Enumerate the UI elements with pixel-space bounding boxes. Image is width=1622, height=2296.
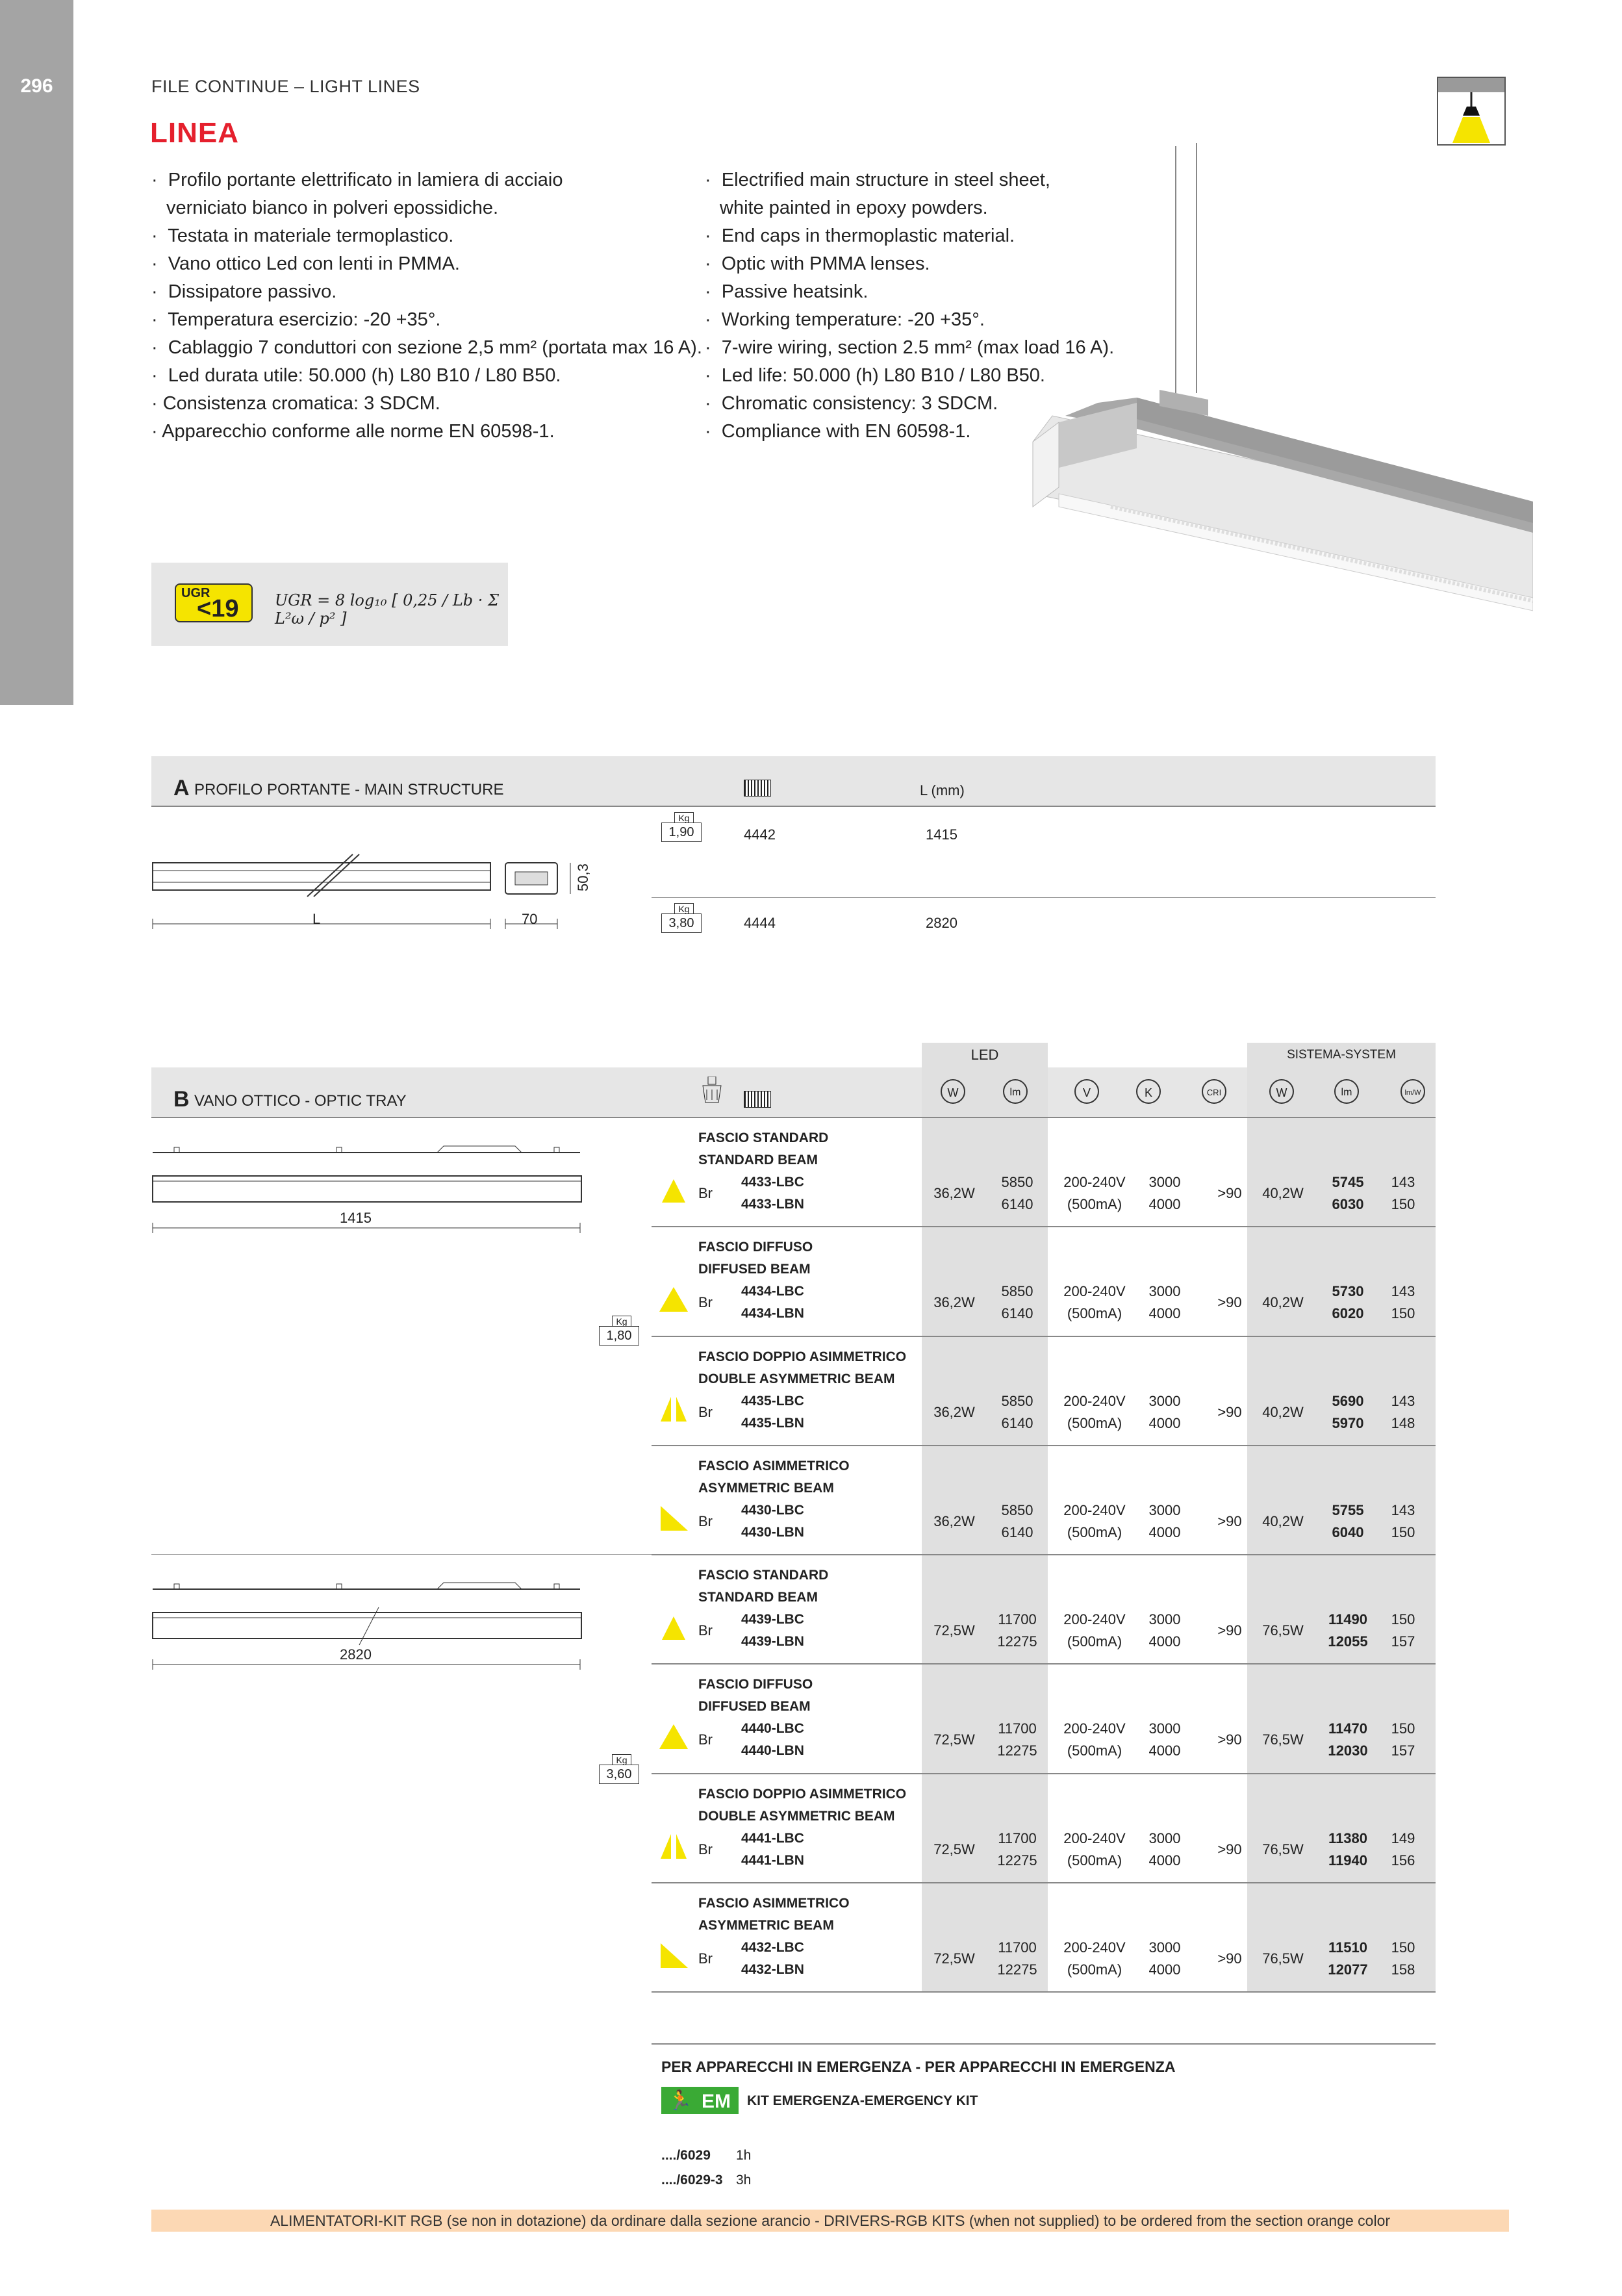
bullets-italian (151, 166, 702, 446)
kelvin-2: 4000 (1148, 1633, 1181, 1650)
emergency-code-2: ..../6029-3 (661, 2173, 723, 2188)
running-man-icon: 🏃 (668, 2090, 692, 2111)
product-code-lbn: 4434-LBN (741, 1306, 804, 1321)
system-lumen-2: 6020 (1332, 1305, 1364, 1322)
br-label: Br (698, 1294, 713, 1311)
product-code-lbc: 4439-LBC (741, 1612, 804, 1627)
volt-icon: V (1074, 1079, 1099, 1104)
current: (500mA) (1067, 1414, 1122, 1431)
efficacy-1: 143 (1391, 1501, 1415, 1518)
tray-length-2820: 2820 (340, 1646, 372, 1663)
ugr-badge: UGR <19 (175, 583, 253, 622)
kelvin-1: 3000 (1148, 1174, 1181, 1190)
efficacy-1: 149 (1391, 1830, 1415, 1846)
voltage: 200-240V (1063, 1830, 1126, 1846)
product-code-lbc: 4440-LBC (741, 1721, 804, 1737)
bullet-en-1b: white painted in epoxy powders. (720, 198, 988, 218)
bullet-en-9: · Compliance with EN 60598-1. (705, 421, 971, 442)
length-1415: 1415 (926, 826, 957, 843)
beam-title-it: FASCIO STANDARD (698, 1130, 829, 1145)
bullet-en-1: · Electrified main structure in steel sheet, (705, 170, 1050, 190)
beam-title-it: FASCIO ASIMMETRICO (698, 1458, 850, 1473)
system-watt: 40,2W (1262, 1403, 1304, 1420)
product-code-lbn: 4435-LBN (741, 1415, 804, 1431)
cri-icon: CRI (1202, 1079, 1226, 1104)
led-watt: 72,5W (933, 1731, 975, 1748)
beam-icon-asym (659, 1942, 689, 1969)
voltage: 200-240V (1063, 1501, 1126, 1518)
beam-title-en: DOUBLE ASYMMETRIC BEAM (698, 1808, 895, 1824)
current: (500mA) (1067, 1196, 1122, 1212)
bullet-it-4: · Dissipatore passivo. (151, 281, 337, 302)
system-lumen-2: 11940 (1328, 1852, 1367, 1869)
structure-drawing (151, 851, 619, 942)
efficacy-2: 150 (1391, 1524, 1415, 1540)
section-a-label: PROFILO PORTANTE - MAIN STRUCTURE (194, 781, 504, 798)
beam-title-it: FASCIO DIFFUSO (698, 1677, 813, 1692)
led-watt: 72,5W (933, 1622, 975, 1639)
led-lumen-2: 12275 (997, 1961, 1037, 1978)
current: (500mA) (1067, 1742, 1122, 1759)
led-lumen-1: 11700 (998, 1939, 1037, 1956)
bullet-en-6: · 7-wire wiring, section 2.5 mm² (max load 16 A). (705, 337, 1115, 358)
system-lumen-2: 12055 (1328, 1633, 1368, 1650)
product-row (652, 1446, 1436, 1555)
bullet-it-9: · Apparecchio conforme alle norme EN 60598-1. (151, 421, 555, 442)
current: (500mA) (1067, 1633, 1122, 1650)
efficacy-2: 150 (1391, 1196, 1415, 1212)
section-b-label: VANO OTTICO - OPTIC TRAY (194, 1092, 407, 1110)
emergency-badge: 🏃 EM (661, 2087, 739, 2114)
bullet-it-7: · Led durata utile: 50.000 (h) L80 B10 / L80 B50. (151, 365, 561, 386)
voltage: 200-240V (1063, 1283, 1126, 1300)
kelvin-2: 4000 (1148, 1961, 1181, 1978)
bullet-it-3: · Vano ottico Led con lenti in PMMA. (151, 253, 460, 274)
beam-title-en: ASYMMETRIC BEAM (698, 1917, 834, 1933)
product-code-lbn: 4441-LBN (741, 1852, 804, 1868)
system-lumen-1: 11490 (1328, 1611, 1367, 1627)
led-lumen-2: 12275 (997, 1852, 1037, 1869)
system-header: SISTEMA-SYSTEM (1247, 1043, 1436, 1067)
cri-value: >90 (1217, 1841, 1242, 1857)
ugr-formula: UGR = 8 log₁₀ [ 0,25 / Lb · Σ L²ω / p² ] (275, 591, 500, 628)
dim-height: 50,3 (575, 863, 591, 891)
page-sidebar (0, 0, 73, 705)
lamp-bulb-icon (700, 1077, 724, 1106)
product-code-lbc: 4435-LBC (741, 1393, 804, 1409)
beam-title-it: FASCIO DIFFUSO (698, 1240, 813, 1255)
efficacy-1: 150 (1391, 1611, 1415, 1627)
product-code-lbc: 4441-LBC (741, 1830, 804, 1846)
led-watt: 36,2W (933, 1512, 975, 1529)
product-code-lbn: 4432-LBN (741, 1961, 804, 1977)
weight-badge: Kg 3,60 (599, 1754, 639, 1791)
barcode-icon (744, 1091, 771, 1108)
cri-value: >90 (1217, 1512, 1242, 1529)
led-watt: 36,2W (933, 1403, 975, 1420)
emergency-duration-1: 1h (736, 2148, 752, 2163)
divider (652, 1991, 1436, 1993)
product-code-lbn: 4440-LBN (741, 1743, 804, 1759)
efficacy-2: 150 (1391, 1305, 1415, 1322)
led-header: LED (922, 1043, 1048, 1067)
bullet-en-7: · Led life: 50.000 (h) L80 B10 / L80 B50. (705, 365, 1045, 386)
weight-badge: Kg 1,80 (599, 1316, 639, 1352)
bullet-it-5: · Temperatura esercizio: -20 +35°. (151, 309, 441, 330)
cri-value: >90 (1217, 1622, 1242, 1639)
kelvin-1: 3000 (1148, 1392, 1181, 1409)
bullet-it-1: · Profilo portante elettrificato in lamiera di acciaio (151, 170, 563, 190)
led-lumen-1: 5850 (1001, 1392, 1033, 1409)
tray-length-1415: 1415 (340, 1210, 372, 1226)
system-lumen-1: 5730 (1332, 1283, 1364, 1300)
dim-length: L (312, 911, 321, 927)
product-row (652, 1118, 1436, 1227)
system-watt: 76,5W (1262, 1841, 1304, 1857)
efficacy-1: 143 (1391, 1392, 1415, 1409)
system-lumen-1: 11380 (1328, 1830, 1367, 1846)
efficacy-2: 156 (1391, 1852, 1415, 1869)
system-watt: 40,2W (1262, 1185, 1304, 1201)
cri-value: >90 (1217, 1185, 1242, 1201)
emergency-title: PER APPARECCHI IN EMERGENZA - PER APPARECCHI IN EMERGENZA (661, 2058, 1176, 2075)
emergency-code-1: ..../6029 (661, 2148, 711, 2163)
system-watt: 40,2W (1262, 1294, 1304, 1311)
divider (151, 1554, 652, 1555)
product-code-lbn: 4430-LBN (741, 1524, 804, 1540)
bullet-en-8: · Chromatic consistency: 3 SDCM. (705, 393, 998, 414)
bullet-en-2: · End caps in thermoplastic material. (705, 225, 1015, 246)
system-lumen-1: 11470 (1328, 1720, 1367, 1737)
ugr-box (151, 563, 508, 646)
kelvin-2: 4000 (1148, 1852, 1181, 1869)
led-lumen-1: 5850 (1001, 1174, 1033, 1190)
product-code-lbn: 4433-LBN (741, 1197, 804, 1212)
system-lumen-2: 6040 (1332, 1524, 1364, 1540)
length-2820: 2820 (926, 915, 957, 931)
br-label: Br (698, 1185, 713, 1201)
led-watt: 72,5W (933, 1950, 975, 1967)
cri-value: >90 (1217, 1403, 1242, 1420)
beam-title-en: DOUBLE ASYMMETRIC BEAM (698, 1371, 895, 1386)
section-a-letter: A (173, 776, 190, 800)
product-row (652, 1337, 1436, 1446)
led-watt: 36,2W (933, 1185, 975, 1201)
efficacy-1: 143 (1391, 1283, 1415, 1300)
divider (151, 806, 1436, 807)
system-lumen-1: 5745 (1332, 1174, 1364, 1190)
footer-note: ALIMENTATORI-KIT RGB (se non in dotazione) da ordinare dalla sezione arancio - DRIVERS-RGB KITS (when not supplied) to be ordered from the section orange color (151, 2210, 1509, 2232)
kelvin-1: 3000 (1148, 1720, 1181, 1737)
beam-icon-standard (659, 1177, 689, 1204)
efficacy-1: 150 (1391, 1720, 1415, 1737)
beam-title-en: STANDARD BEAM (698, 1590, 818, 1605)
current: (500mA) (1067, 1305, 1122, 1322)
kelvin-icon: K (1136, 1079, 1161, 1104)
br-label: Br (698, 1950, 713, 1967)
system-watt: 76,5W (1262, 1622, 1304, 1639)
led-watt: 72,5W (933, 1841, 975, 1857)
efficacy-2: 157 (1391, 1633, 1415, 1650)
system-watt-icon: W (1269, 1079, 1294, 1104)
weight-badge: Kg 1,90 (661, 812, 702, 848)
beam-title-en: DIFFUSED BEAM (698, 1699, 811, 1715)
system-watt: 40,2W (1262, 1512, 1304, 1529)
beam-title-it: FASCIO ASIMMETRICO (698, 1895, 850, 1911)
efficacy-1: 150 (1391, 1939, 1415, 1956)
section-b-letter: B (173, 1087, 190, 1112)
pendant-lamp-icon (1437, 77, 1506, 146)
beam-title-en: STANDARD BEAM (698, 1153, 818, 1167)
led-lumen-1: 5850 (1001, 1501, 1033, 1518)
product-illustration (1013, 143, 1533, 624)
product-code-lbc: 4433-LBC (741, 1175, 804, 1190)
system-lumen-1: 5690 (1332, 1392, 1364, 1409)
divider (652, 897, 1436, 898)
bullet-it-2: · Testata in materiale termoplastico. (151, 225, 454, 246)
efficacy-2: 148 (1391, 1414, 1415, 1431)
emergency-duration-2: 3h (736, 2173, 752, 2188)
page-number: 296 (20, 75, 53, 97)
br-label: Br (698, 1731, 713, 1748)
voltage: 200-240V (1063, 1939, 1126, 1956)
led-lumen-1: 11700 (998, 1720, 1037, 1737)
lumen-icon: lm (1003, 1079, 1028, 1104)
beam-icon-asym (659, 1505, 689, 1532)
voltage: 200-240V (1063, 1611, 1126, 1627)
kelvin-2: 4000 (1148, 1524, 1181, 1540)
product-row (652, 1665, 1436, 1774)
led-lumen-1: 5850 (1001, 1283, 1033, 1300)
kelvin-2: 4000 (1148, 1414, 1181, 1431)
dim-width: 70 (522, 911, 538, 927)
current: (500mA) (1067, 1852, 1122, 1869)
product-code-lbn: 4439-LBN (741, 1634, 804, 1649)
bullet-en-4: · Passive heatsink. (705, 281, 868, 302)
bullet-en-3: · Optic with PMMA lenses. (705, 253, 930, 274)
efficacy-2: 157 (1391, 1742, 1415, 1759)
cri-value: >90 (1217, 1950, 1242, 1967)
emergency-kit-label: KIT EMERGENZA-EMERGENCY KIT (747, 2093, 978, 2108)
beam-icon-double (659, 1833, 689, 1860)
led-lumen-1: 11700 (998, 1611, 1037, 1627)
product-row (652, 1227, 1436, 1336)
system-lumen-2: 5970 (1332, 1414, 1364, 1431)
product-row (652, 1555, 1436, 1665)
system-watt: 76,5W (1262, 1950, 1304, 1967)
beam-title-it: FASCIO DOPPIO ASIMMETRICO (698, 1349, 907, 1364)
kelvin-1: 3000 (1148, 1501, 1181, 1518)
system-lumen-1: 5755 (1332, 1501, 1364, 1518)
cri-value: >90 (1217, 1294, 1242, 1311)
page-title: LINEA (150, 117, 239, 149)
system-lumen-1: 11510 (1328, 1939, 1367, 1956)
led-lumen-2: 12275 (997, 1742, 1037, 1759)
system-lumen-2: 12030 (1328, 1742, 1368, 1759)
beam-icon-standard (659, 1614, 689, 1641)
led-lumen-2: 6140 (1001, 1524, 1033, 1540)
led-lumen-2: 6140 (1001, 1414, 1033, 1431)
system-lumen-2: 12077 (1328, 1961, 1368, 1978)
product-code-lbc: 4434-LBC (741, 1284, 804, 1299)
kelvin-1: 3000 (1148, 1283, 1181, 1300)
current: (500mA) (1067, 1961, 1122, 1978)
beam-icon-double (659, 1396, 689, 1423)
beam-icon-diffused (659, 1723, 689, 1750)
br-label: Br (698, 1841, 713, 1857)
beam-icon-diffused (659, 1286, 689, 1313)
beam-title-en: DIFFUSED BEAM (698, 1262, 811, 1277)
br-label: Br (698, 1622, 713, 1639)
system-lumen-icon: lm (1334, 1079, 1359, 1104)
efficacy-1: 143 (1391, 1174, 1415, 1190)
bullet-en-5: · Working temperature: -20 +35°. (705, 309, 985, 330)
product-row (652, 1883, 1436, 1993)
led-lumen-2: 6140 (1001, 1305, 1033, 1322)
watt-icon: W (941, 1079, 965, 1104)
bullet-it-1b: verniciato bianco in polveri epossidiche. (166, 198, 499, 218)
section-label: FILE CONTINUE – LIGHT LINES (151, 77, 420, 96)
voltage: 200-240V (1063, 1392, 1126, 1409)
kelvin-1: 3000 (1148, 1939, 1181, 1956)
kelvin-2: 4000 (1148, 1305, 1181, 1322)
length-column-header: L (mm) (920, 782, 965, 798)
efficacy-2: 158 (1391, 1961, 1415, 1978)
product-row (652, 1774, 1436, 1883)
kelvin-1: 3000 (1148, 1830, 1181, 1846)
product-code-lbc: 4430-LBC (741, 1502, 804, 1518)
barcode-icon (744, 780, 771, 797)
kelvin-2: 4000 (1148, 1196, 1181, 1212)
weight-badge: Kg 3,80 (661, 903, 702, 939)
voltage: 200-240V (1063, 1174, 1126, 1190)
kelvin-2: 4000 (1148, 1742, 1181, 1759)
section-a-header (151, 756, 1436, 806)
led-watt: 36,2W (933, 1294, 975, 1311)
beam-title-it: FASCIO STANDARD (698, 1568, 829, 1583)
led-lumen-2: 6140 (1001, 1196, 1033, 1212)
product-code-lbc: 4432-LBC (741, 1939, 804, 1955)
divider (652, 2043, 1436, 2045)
beam-title-en: ASYMMETRIC BEAM (698, 1480, 834, 1496)
led-lumen-1: 11700 (998, 1830, 1037, 1846)
system-lumen-2: 6030 (1332, 1196, 1364, 1212)
voltage: 200-240V (1063, 1720, 1126, 1737)
cri-value: >90 (1217, 1731, 1242, 1748)
optic-tray-drawing-2820 (151, 1575, 587, 1672)
optic-tray-drawing-1415 (151, 1138, 587, 1236)
code-4442: 4442 (744, 826, 776, 843)
br-label: Br (698, 1403, 713, 1420)
bullet-it-6: · Cablaggio 7 conduttori con sezione 2,5 mm² (portata max 16 A). (151, 337, 702, 358)
current: (500mA) (1067, 1524, 1122, 1540)
br-label: Br (698, 1512, 713, 1529)
led-lumen-2: 12275 (997, 1633, 1037, 1650)
kelvin-1: 3000 (1148, 1611, 1181, 1627)
code-4444: 4444 (744, 915, 776, 931)
beam-title-it: FASCIO DOPPIO ASIMMETRICO (698, 1786, 907, 1802)
icon-row (922, 1079, 1436, 1105)
bullet-it-8: · Consistenza cromatica: 3 SDCM. (151, 393, 440, 414)
efficacy-icon: lm/W (1400, 1079, 1425, 1104)
system-watt: 76,5W (1262, 1731, 1304, 1748)
